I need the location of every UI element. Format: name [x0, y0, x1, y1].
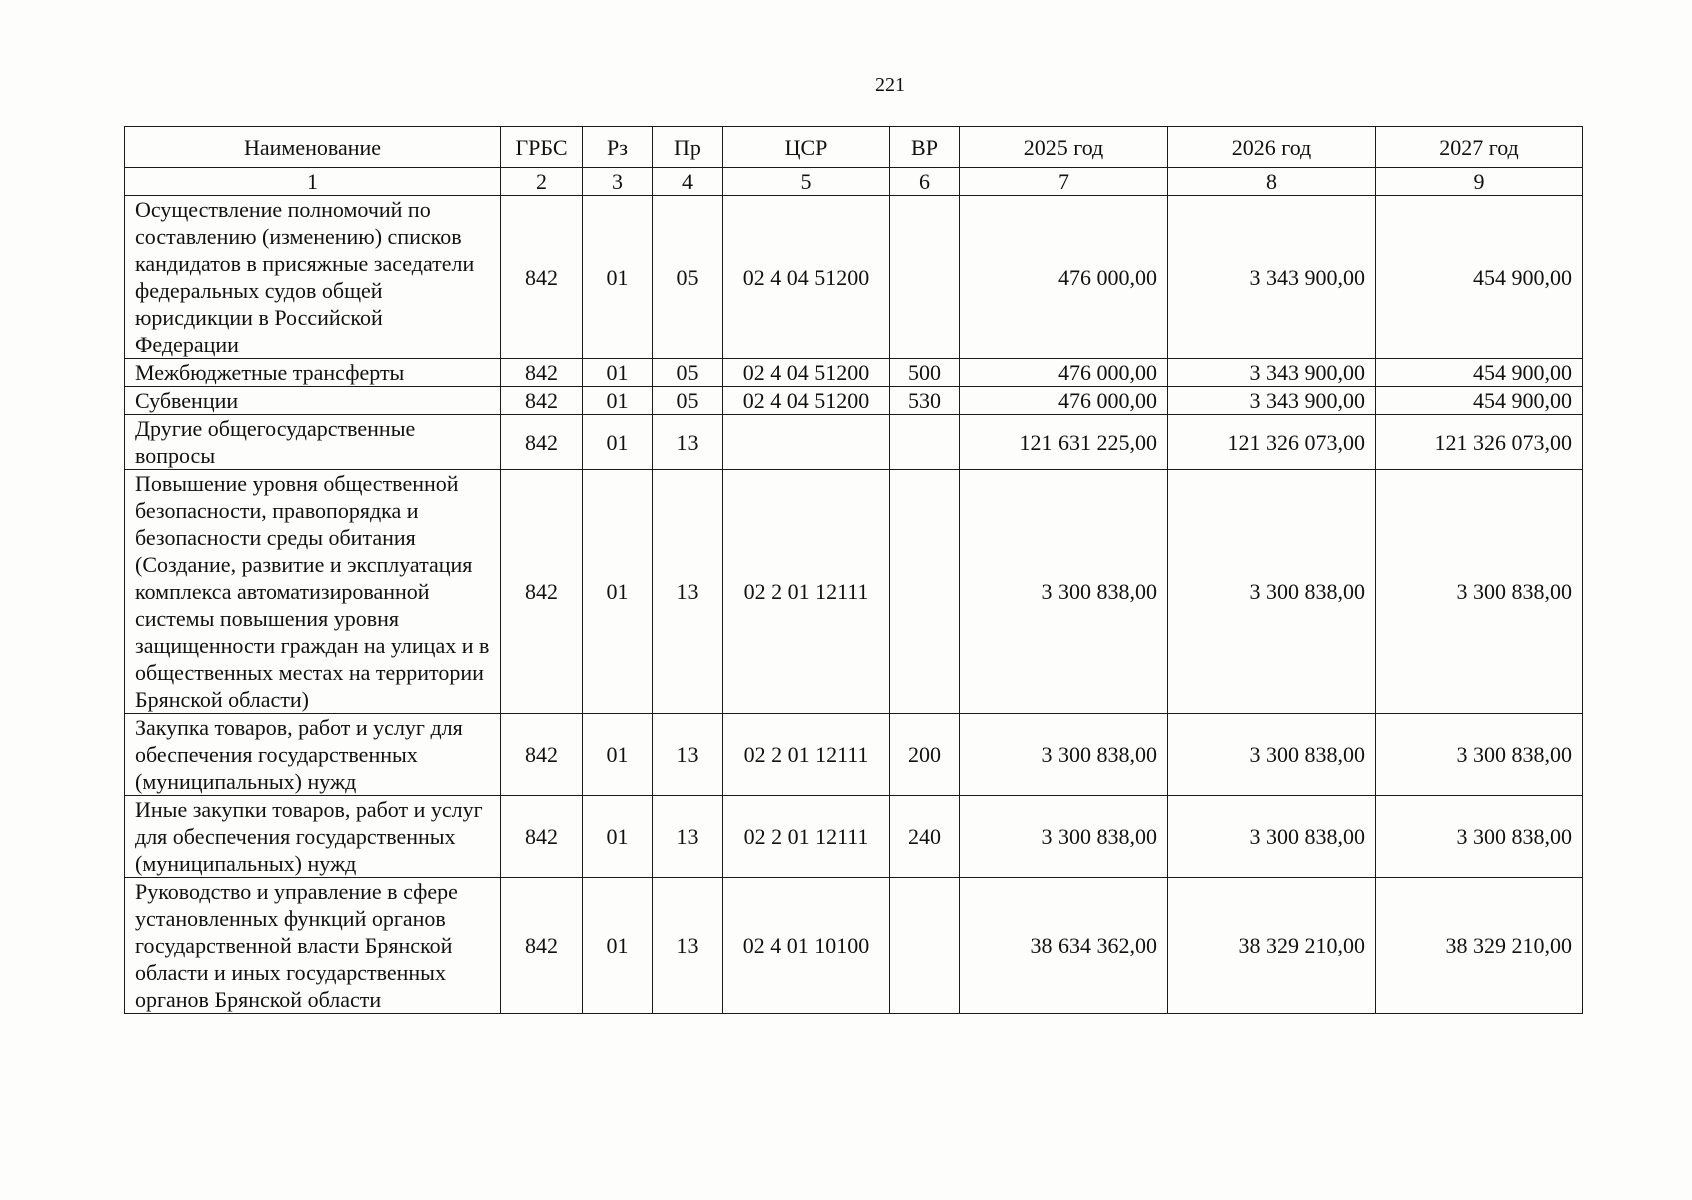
row-vr — [890, 196, 960, 359]
row-amount-2025: 476 000,00 — [960, 196, 1168, 359]
row-csr: 02 2 01 12111 — [723, 796, 890, 878]
column-number: 5 — [723, 168, 890, 196]
row-amount-2026: 3 343 900,00 — [1168, 387, 1376, 415]
row-name: Межбюджетные трансферты — [125, 359, 501, 387]
row-grbs: 842 — [501, 714, 583, 796]
header-grbs: ГРБС — [501, 127, 583, 168]
row-name: Руководство и управление в сфере установленных функций органов государственной власти Брянской области и иных государственных органов Брянской области — [125, 878, 501, 1014]
row-amount-2027: 454 900,00 — [1376, 196, 1583, 359]
column-number: 8 — [1168, 168, 1376, 196]
row-rz: 01 — [583, 415, 653, 470]
row-rz: 01 — [583, 878, 653, 1014]
row-grbs: 842 — [501, 796, 583, 878]
row-amount-2027: 38 329 210,00 — [1376, 878, 1583, 1014]
table-row — [125, 387, 1583, 415]
row-name: Осуществление полномочий по составлению (изменению) списков кандидатов в присяжные заседатели федеральных судов общей юрисдикции в Российской Федерации — [125, 196, 501, 359]
row-amount-2026: 121 326 073,00 — [1168, 415, 1376, 470]
row-vr — [890, 415, 960, 470]
row-name: Иные закупки товаров, работ и услуг для обеспечения государственных (муниципальных) нужд — [125, 796, 501, 878]
row-pr: 13 — [653, 878, 723, 1014]
row-csr: 02 4 04 51200 — [723, 196, 890, 359]
row-csr: 02 4 04 51200 — [723, 359, 890, 387]
row-name: Другие общегосударственные вопросы — [125, 415, 501, 470]
row-vr — [890, 470, 960, 714]
row-csr — [723, 415, 890, 470]
budget-table — [124, 126, 1583, 1014]
header-2027: 2027 год — [1376, 127, 1583, 168]
row-pr: 13 — [653, 415, 723, 470]
header-vr: ВР — [890, 127, 960, 168]
row-amount-2027: 3 300 838,00 — [1376, 714, 1583, 796]
row-csr: 02 4 01 10100 — [723, 878, 890, 1014]
table-row — [125, 714, 1583, 796]
row-amount-2027: 3 300 838,00 — [1376, 470, 1583, 714]
row-rz: 01 — [583, 387, 653, 415]
table-row — [125, 415, 1583, 470]
header-pr: Пр — [653, 127, 723, 168]
row-pr: 13 — [653, 796, 723, 878]
row-amount-2027: 454 900,00 — [1376, 359, 1583, 387]
row-rz: 01 — [583, 796, 653, 878]
column-number: 2 — [501, 168, 583, 196]
row-name: Субвенции — [125, 387, 501, 415]
row-name: Повышение уровня общественной безопасности, правопорядка и безопасности среды обитания (Создание, развитие и эксплуатация комплекса автоматизированной системы повышения уровня защищенности граждан на улицах и в общественных местах на территории Брянской области) — [125, 470, 501, 714]
row-pr: 13 — [653, 470, 723, 714]
row-rz: 01 — [583, 196, 653, 359]
row-pr: 05 — [653, 387, 723, 415]
table-row — [125, 878, 1583, 1014]
row-amount-2026: 3 300 838,00 — [1168, 796, 1376, 878]
column-number: 4 — [653, 168, 723, 196]
row-rz: 01 — [583, 359, 653, 387]
row-amount-2025: 3 300 838,00 — [960, 714, 1168, 796]
column-number: 6 — [890, 168, 960, 196]
row-amount-2026: 3 300 838,00 — [1168, 714, 1376, 796]
row-amount-2025: 121 631 225,00 — [960, 415, 1168, 470]
row-amount-2026: 3 300 838,00 — [1168, 470, 1376, 714]
header-csr: ЦСР — [723, 127, 890, 168]
row-name: Закупка товаров, работ и услуг для обеспечения государственных (муниципальных) нужд — [125, 714, 501, 796]
row-vr: 240 — [890, 796, 960, 878]
row-pr: 13 — [653, 714, 723, 796]
header-rz: Рз — [583, 127, 653, 168]
row-grbs: 842 — [501, 387, 583, 415]
row-amount-2025: 3 300 838,00 — [960, 470, 1168, 714]
row-pr: 05 — [653, 359, 723, 387]
row-amount-2026: 3 343 900,00 — [1168, 196, 1376, 359]
row-amount-2026: 38 329 210,00 — [1168, 878, 1376, 1014]
row-rz: 01 — [583, 714, 653, 796]
table-row — [125, 470, 1583, 714]
table-row — [125, 359, 1583, 387]
column-number: 7 — [960, 168, 1168, 196]
row-grbs: 842 — [501, 470, 583, 714]
row-csr: 02 2 01 12111 — [723, 470, 890, 714]
row-grbs: 842 — [501, 359, 583, 387]
header-2026: 2026 год — [1168, 127, 1376, 168]
column-number: 1 — [125, 168, 501, 196]
column-number: 3 — [583, 168, 653, 196]
row-grbs: 842 — [501, 878, 583, 1014]
row-amount-2025: 476 000,00 — [960, 387, 1168, 415]
row-amount-2027: 3 300 838,00 — [1376, 796, 1583, 878]
row-vr: 500 — [890, 359, 960, 387]
row-rz: 01 — [583, 470, 653, 714]
row-csr: 02 4 04 51200 — [723, 387, 890, 415]
row-vr: 530 — [890, 387, 960, 415]
row-vr — [890, 878, 960, 1014]
row-amount-2025: 3 300 838,00 — [960, 796, 1168, 878]
row-grbs: 842 — [501, 196, 583, 359]
row-amount-2026: 3 343 900,00 — [1168, 359, 1376, 387]
header-2025: 2025 год — [960, 127, 1168, 168]
column-number: 9 — [1376, 168, 1583, 196]
table-row — [125, 796, 1583, 878]
row-amount-2027: 121 326 073,00 — [1376, 415, 1583, 470]
page-number: 221 — [875, 74, 905, 96]
table-row — [125, 196, 1583, 359]
column-number-row — [125, 168, 1583, 196]
header-row — [125, 127, 1583, 168]
row-amount-2025: 38 634 362,00 — [960, 878, 1168, 1014]
row-csr: 02 2 01 12111 — [723, 714, 890, 796]
header-name: Наименование — [125, 127, 501, 168]
row-vr: 200 — [890, 714, 960, 796]
row-grbs: 842 — [501, 415, 583, 470]
row-pr: 05 — [653, 196, 723, 359]
row-amount-2027: 454 900,00 — [1376, 387, 1583, 415]
row-amount-2025: 476 000,00 — [960, 359, 1168, 387]
